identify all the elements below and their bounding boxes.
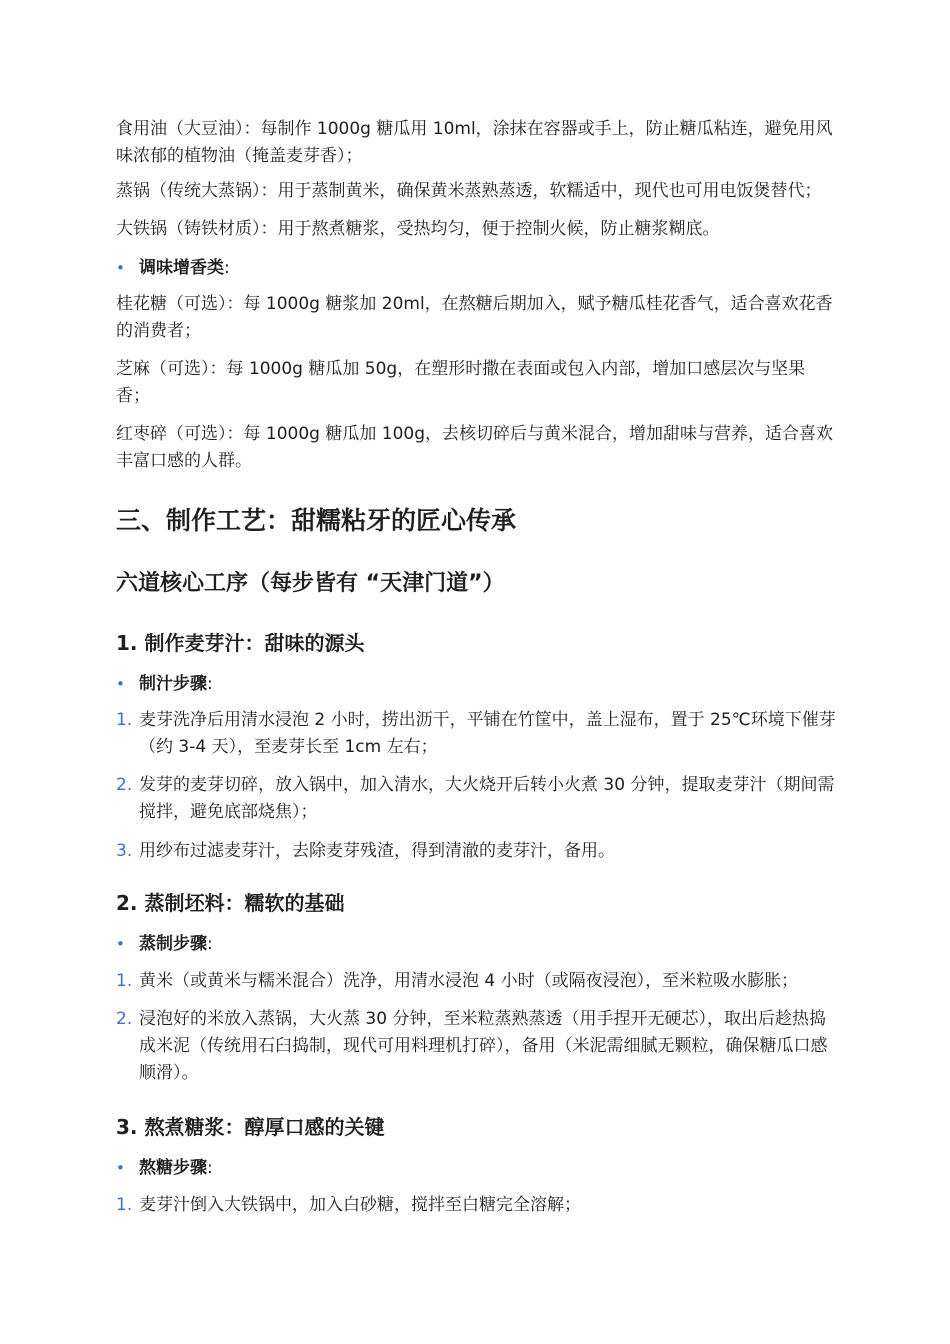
list-item-text: 用纱布过滤麦芽汁，去除麦芽残渣，得到清澈的麦芽汁，备用。 [139,841,615,861]
bullet-dot-icon: • [116,1159,125,1177]
list-item [116,772,836,826]
list-item [116,968,836,995]
bullet-step-1: • 制汁步骤: [116,671,836,698]
list-item [116,1006,836,1087]
list-item-text: 浸泡好的米放入蒸锅，大火蒸 30 分钟，至米粒蒸熟蒸透（用手捏开无硬芯），取出后趁热捣成米泥（传统用石臼捣制，现代可用料理机打碎），备用（米泥需细腻无颗粒，确保糖瓜口感顺滑）。 [139,1009,828,1083]
list-number: 3. [116,841,133,861]
flavor-osmanthus: 桂花糖（可选）：每 1000g 糖浆加 20ml，在熬糖后期加入，赋予糖瓜桂花香气，适合喜欢花香的消费者； [116,294,833,341]
list-item-text: 黄米（或黄米与糯米混合）洗净，用清水浸泡 4 小时（或隔夜浸泡），至米粒吸水膨胀； [139,971,799,991]
bullet-label: 蒸制步骤 [139,934,207,954]
bullet-label: 熬糖步骤 [139,1158,207,1178]
list-item-text: 麦芽洗净后用清水浸泡 2 小时，捞出沥干，平铺在竹筐中，盖上湿布，置于 25℃环境下催芽（约 3-4 天），至麦芽长至 1cm 左右； [139,710,836,757]
bullet-dot-icon: • [116,259,125,277]
step-1-title: 1. 制作麦芽汁：甜味的源头 [116,631,365,655]
flavor-sesame: 芝麻（可选）：每 1000g 糖瓜加 50g，在塑形时撒在表面或包入内部，增加口感层次与坚果香； [116,359,806,406]
bullet-step-2: • 蒸制步骤: [116,931,836,958]
list-item [116,838,836,865]
bullet-dot-icon: • [116,935,125,953]
bullet-flavor: • 调味增香类: [116,255,836,282]
section-3-subtitle: 六道核心工序（每步皆有 “天津门道”） [116,571,505,596]
list-item [116,707,836,761]
list-number: 1. [116,971,133,991]
bullet-dot-icon: • [116,675,125,693]
bullet-step-3: • 熬糖步骤: [116,1155,836,1182]
bullet-label: 调味增香类 [139,258,224,278]
list-item-text: 麦芽汁倒入大铁锅中，加入白砂糖，搅拌至白糖完全溶解； [139,1195,581,1215]
list-number: 2. [116,1009,133,1029]
step-3-title: 3. 熬煮糖浆：醇厚口感的关键 [116,1115,385,1139]
material-oil: 食用油（大豆油）：每制作 1000g 糖瓜用 10ml，涂抹在容器或手上，防止糖瓜粘连，避免用风味浓郁的植物油（掩盖麦芽香）； [116,119,833,166]
list-item-text: 发芽的麦芽切碎，放入锅中，加入清水，大火烧开后转小火煮 30 分钟，提取麦芽汁（期间需搅拌，避免底部烧焦）； [139,775,835,822]
list-number: 1. [116,710,133,730]
flavor-jujube: 红枣碎（可选）：每 1000g 糖瓜加 100g，去核切碎后与黄米混合，增加甜味与营养，适合喜欢丰富口感的人群。 [116,424,834,471]
bullet-label: 制汁步骤 [139,674,207,694]
section-3-title: 三、制作工艺：甜糯粘牙的匠心传承 [116,506,517,535]
step-2-title: 2. 蒸制坯料：糯软的基础 [116,891,345,915]
material-steamer: 蒸锅（传统大蒸锅）：用于蒸制黄米，确保黄米蒸熟蒸透，软糯适中，现代也可用电饭煲替代； [116,181,822,201]
list-item [116,1192,836,1219]
list-number: 2. [116,775,133,795]
list-number: 1. [116,1195,133,1215]
material-iron-pot: 大铁锅（铸铁材质）：用于熬煮糖浆，受热均匀，便于控制火候，防止糖浆糊底。 [116,219,720,239]
